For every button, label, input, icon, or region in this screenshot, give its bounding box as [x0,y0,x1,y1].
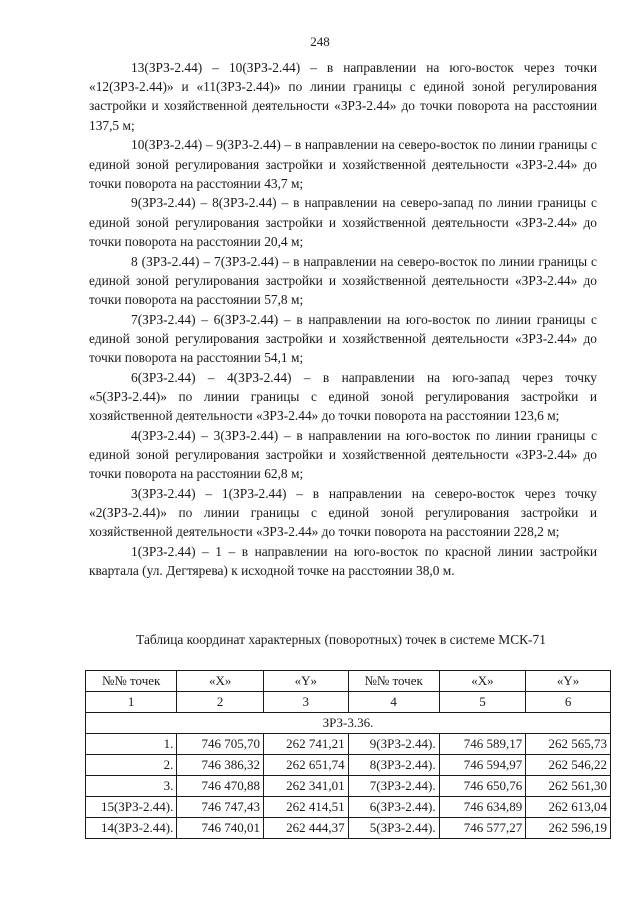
column-number: 1 [86,692,177,713]
column-number-row [86,692,611,713]
point-name: 6(ЗРЗ-2.44). [348,797,439,818]
point-name: 1. [86,734,177,755]
y-value: 262 565,73 [526,734,611,755]
section-row [86,713,611,734]
y-value: 262 444,37 [263,818,348,839]
x-value: 746 705,70 [177,734,264,755]
column-number: 3 [263,692,348,713]
boundary-paragraph: 10(ЗРЗ-2.44) – 9(ЗРЗ-2.44) – в направлении на северо-восток по линии границы с единой зоной регулирования застройки и хозяйственной деятельности «ЗРЗ-2.44» до точки поворота на расстоянии 43,7 м; [89,137,597,191]
column-number: 2 [177,692,264,713]
x-value: 746 594,97 [439,755,526,776]
column-number: 5 [439,692,526,713]
point-name: 14(ЗРЗ-2.44). [86,818,177,839]
table-row [86,734,611,755]
document-body [89,58,597,581]
x-value: 746 740,01 [177,818,264,839]
y-value: 262 741,21 [263,734,348,755]
column-number: 6 [526,692,611,713]
point-name: 3. [86,776,177,797]
x-value: 746 386,32 [177,755,264,776]
boundary-paragraph: 8 (ЗРЗ-2.44) – 7(ЗРЗ-2.44) – в направлении на северо-восток по линии границы с единой зоной регулирования застройки и хозяйственной деятельности «ЗРЗ-2.44» до точки поворота на расстоянии 57,8 м; [89,253,597,307]
boundary-paragraph: 3(ЗРЗ-2.44) – 1(ЗРЗ-2.44) – в направлении на северо-восток через точку «2(ЗРЗ-2.44)» по линии границы с единой зоной регулирования застройки и хозяйственной деятельности «ЗРЗ-2.44» до точки поворота на расстоянии 228,2 м; [89,485,597,540]
y-value: 262 561,30 [526,776,611,797]
x-value: 746 577,27 [439,818,526,839]
coordinates-table [85,670,611,839]
point-name: 8(ЗРЗ-2.44). [348,755,439,776]
header-y-2: «Y» [526,671,611,692]
boundary-paragraph: 13(ЗРЗ-2.44) – 10(ЗРЗ-2.44) – в направлении на юго-восток через точки «12(ЗРЗ-2.44)» и «11(ЗРЗ-2.44)» по линии границы с единой зоной регулирования застройки и хозяйственной деятельности «ЗРЗ-2.44» до точки поворота на расстоянии 137,5 м; [89,60,597,133]
column-number: 4 [348,692,439,713]
boundary-paragraph: 4(ЗРЗ-2.44) – 3(ЗРЗ-2.44) – в направлении на юго-восток по линии границы с единой зоной регулирования застройки и хозяйственной деятельности «ЗРЗ-2.44» до точки поворота на расстоянии 62,8 м; [89,427,597,482]
y-value: 262 613,04 [526,797,611,818]
table-caption: Таблица координат характерных (поворотных) точек в системе МСК-71 [136,632,546,647]
table-row [86,818,611,839]
point-name: 7(ЗРЗ-2.44). [348,776,439,797]
x-value: 746 747,43 [177,797,264,818]
y-value: 262 414,51 [263,797,348,818]
y-value: 262 596,19 [526,818,611,839]
point-name: 2. [86,755,177,776]
boundary-paragraph: 7(ЗРЗ-2.44) – 6(ЗРЗ-2.44) – в направлении на юго-восток по линии границы с единой зоной регулирования застройки и хозяйственной деятельности «ЗРЗ-2.44» до точки поворота на расстоянии 54,1 м; [89,311,597,366]
header-y-1: «Y» [263,671,348,692]
y-value: 262 546,22 [526,755,611,776]
header-points-2: №№ точек [348,671,439,692]
section-label: ЗРЗ-3.36. [86,713,611,734]
header-points-1: №№ точек [86,671,177,692]
y-value: 262 651,74 [263,755,348,776]
x-value: 746 650,76 [439,776,526,797]
y-value: 262 341,01 [263,776,348,797]
point-name: 15(ЗРЗ-2.44). [86,797,177,818]
table-header-row [86,671,611,692]
header-x-1: «X» [177,671,264,692]
boundary-paragraph: 9(ЗРЗ-2.44) – 8(ЗРЗ-2.44) – в направлении на северо-запад по линии границы с единой зоной регулирования застройки и хозяйственной деятельности «ЗРЗ-2.44» до точки поворота на расстоянии 20,4 м; [89,195,597,249]
boundary-paragraph: 1(ЗРЗ-2.44) – 1 – в направлении на юго-восток по красной линии застройки квартала (ул. Дегтярева) к исходной точке на расстоянии 38,0 м. [89,544,597,579]
x-value: 746 589,17 [439,734,526,755]
point-name: 5(ЗРЗ-2.44). [348,818,439,839]
x-value: 746 634,89 [439,797,526,818]
boundary-paragraph: 6(ЗРЗ-2.44) – 4(ЗРЗ-2.44) – в направлении на юго-запад через точку «5(ЗРЗ-2.44)» по линии границы с единой зоной регулирования застройки и хозяйственной деятельности «ЗРЗ-2.44» до точки поворота на расстоянии 123,6 м; [89,369,597,424]
page-number: 248 [310,34,330,49]
table-row [86,797,611,818]
x-value: 746 470,88 [177,776,264,797]
header-x-2: «X» [439,671,526,692]
table-row [86,755,611,776]
point-name: 9(ЗРЗ-2.44). [348,734,439,755]
table-row [86,776,611,797]
